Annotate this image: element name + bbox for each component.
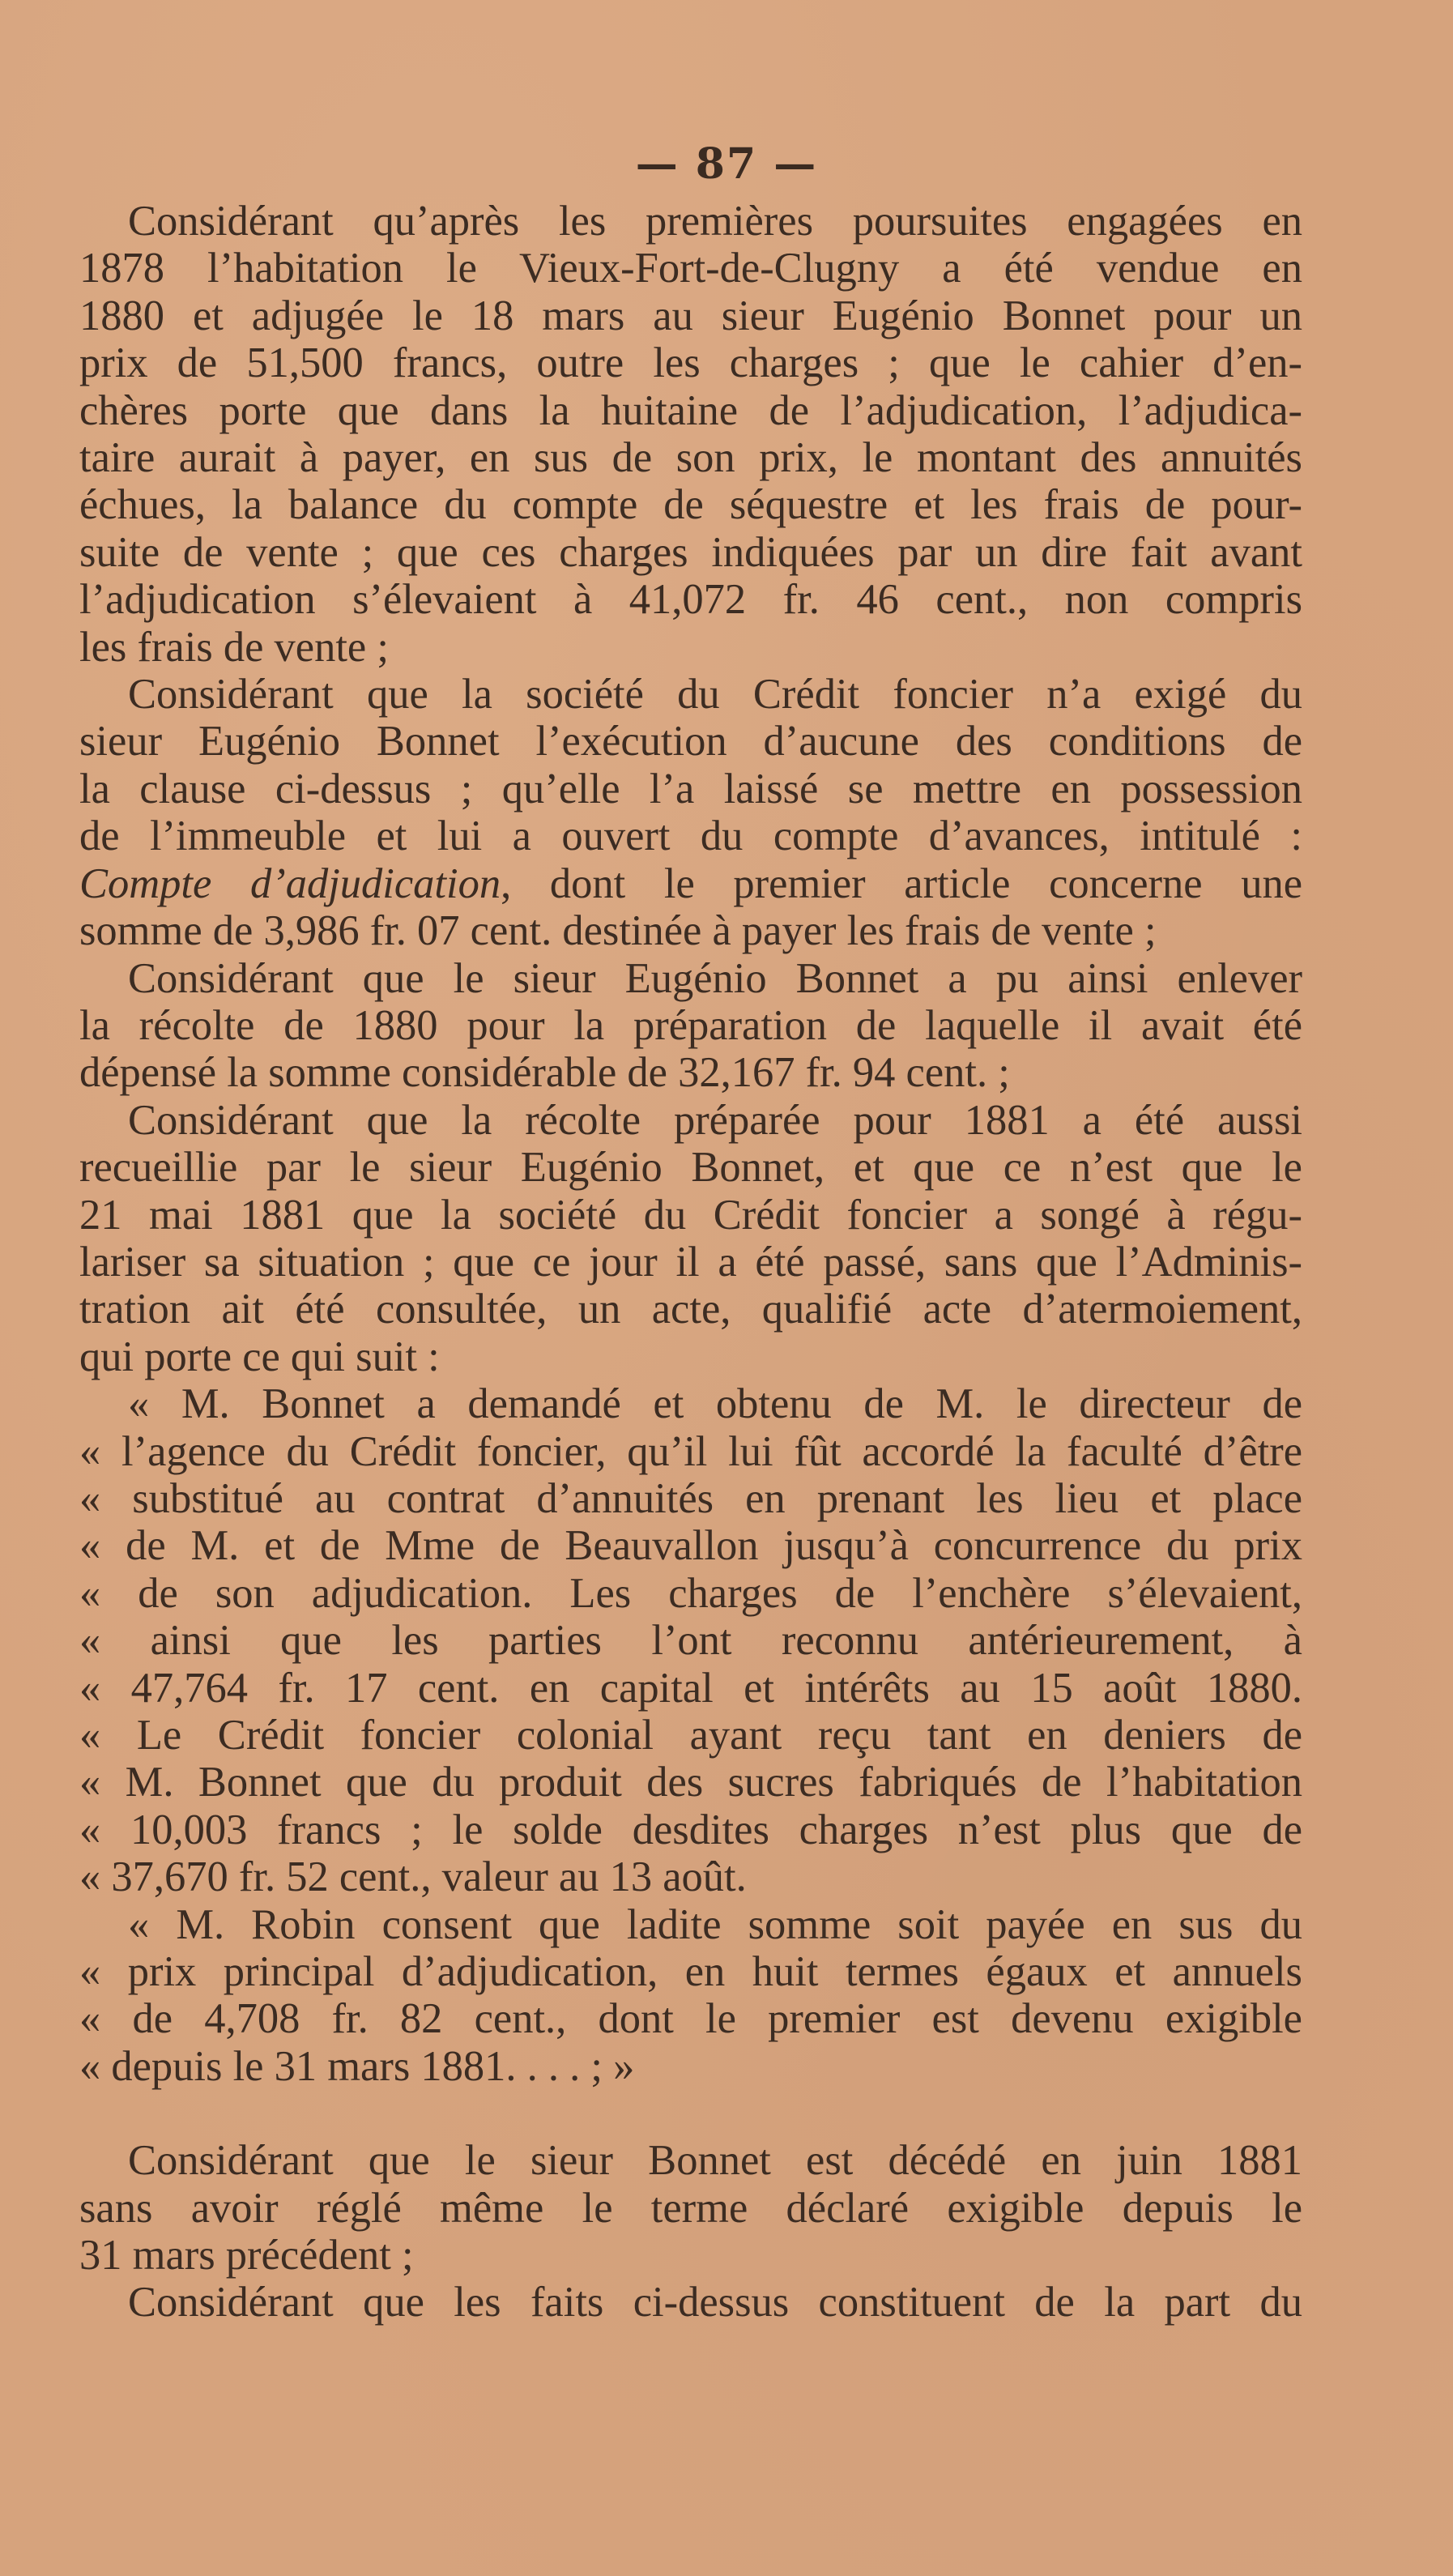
body-text	[79, 198, 1302, 2327]
text-line: de l’immeuble et lui a ouvert du compte d’avances, intitulé :	[79, 812, 1302, 860]
text-line: somme de 3,986 fr. 07 cent. destinée à payer les frais de vente ;	[79, 907, 1157, 955]
text-line: sieur Eugénio Bonnet l’exécution d’aucune des conditions de	[79, 718, 1302, 766]
text-line: « 37,670 fr. 52 cent., valeur au 13 août.	[79, 1853, 747, 1901]
text-line: Considérant que le sieur Bonnet est décédé en juin 1881	[128, 2137, 1302, 2185]
text-line: « ainsi que les parties l’ont reconnu antérieurement, à	[79, 1617, 1302, 1665]
text-line: Considérant que le sieur Eugénio Bonnet a pu ainsi enlever	[128, 954, 1302, 1002]
text-line: la récolte de 1880 pour la préparation de laquelle il avait été	[79, 1001, 1302, 1049]
text-line: Considérant que la société du Crédit foncier n’a exigé du	[128, 671, 1302, 719]
text-line: les frais de vente ;	[79, 623, 389, 671]
text-line: lariser sa situation ; que ce jour il a été passé, sans que l’Adminis-	[79, 1238, 1302, 1286]
text-line: « M. Robin consent que ladite somme soit payée en sus du	[128, 1900, 1302, 1948]
text-line: « l’agence du Crédit foncier, qu’il lui fût accordé la faculté d’être	[79, 1427, 1302, 1475]
text-line: « de 4,708 fr. 82 cent., dont le premier est devenu exigible	[79, 1995, 1302, 2043]
text-line: recueillie par le sieur Eugénio Bonnet, et que ce n’est que le	[79, 1144, 1302, 1192]
text-line: 1880 et adjugée le 18 mars au sieur Eugénio Bonnet pour un	[79, 292, 1302, 339]
text-line: chères porte que dans la huitaine de l’adjudication, l’adjudica-	[79, 386, 1302, 434]
text-line: « 10,003 francs ; le solde desdites charges n’est plus que de	[79, 1806, 1302, 1853]
text-line: « depuis le 31 mars 1881. . . . ; »	[79, 2042, 635, 2090]
text-line: échues, la balance du compte de séquestre et les frais de pour-	[79, 481, 1302, 529]
text-line: « Le Crédit foncier colonial ayant reçu tant en deniers de	[79, 1712, 1302, 1759]
text-line: prix de 51,500 francs, outre les charges ; que le cahier d’en-	[79, 339, 1302, 387]
text-line: « 47,764 fr. 17 cent. en capital et intérêts au 15 août 1880.	[79, 1664, 1302, 1712]
text-line: Considérant que la récolte préparée pour 1881 a été aussi	[128, 1096, 1302, 1144]
text-line: tration ait été consultée, un acte, qualifié acte d’atermoiement,	[79, 1286, 1302, 1333]
text-line	[79, 860, 1302, 907]
text-line: taire aurait à payer, en sus de son prix, le montant des annuités	[79, 434, 1302, 482]
text-line: dépensé la somme considérable de 32,167 fr. 94 cent. ;	[79, 1049, 1010, 1097]
text-line: « M. Bonnet que du produit des sucres fabriqués de l’habitation	[79, 1759, 1302, 1806]
text-segment: , dont le premier article concerne une	[501, 859, 1303, 907]
paragraph-gap	[79, 2090, 1302, 2137]
text-line: « substitué au contrat d’annuités en prenant les lieu et place	[79, 1474, 1302, 1522]
text-line: 31 mars précédent ;	[79, 2232, 414, 2280]
text-line: la clause ci-dessus ; qu’elle l’a laissé se mettre en possession	[79, 765, 1302, 812]
text-line: « de M. et de Mme de Beauvallon jusqu’à concurrence du prix	[79, 1522, 1302, 1570]
text-line: 21 mai 1881 que la société du Crédit foncier a songé à régu-	[79, 1191, 1302, 1239]
italic-title: Compte d’adjudication	[79, 859, 501, 907]
text-line: sans avoir réglé même le terme déclaré exigible depuis le	[79, 2184, 1302, 2232]
text-line: « de son adjudication. Les charges de l’enchère s’élevaient,	[79, 1569, 1302, 1617]
text-line: « M. Bonnet a demandé et obtenu de M. le directeur de	[128, 1380, 1302, 1428]
text-line: Considérant qu’après les premières poursuites engagées en	[128, 198, 1302, 245]
text-line: 1878 l’habitation le Vieux-Fort-de-Clugny a été vendue en	[79, 245, 1302, 292]
text-line: suite de vente ; que ces charges indiquées par un dire fait avant	[79, 528, 1302, 576]
text-line: « prix principal d’adjudication, en huit termes égaux et annuels	[79, 1948, 1302, 1996]
text-line: qui porte ce qui suit :	[79, 1333, 440, 1380]
text-line: Considérant que les faits ci-dessus constituent de la part du	[128, 2279, 1302, 2327]
text-line: l’adjudication s’élevaient à 41,072 fr. 46 cent., non compris	[79, 576, 1302, 624]
page-number: — 87 —	[635, 139, 818, 189]
